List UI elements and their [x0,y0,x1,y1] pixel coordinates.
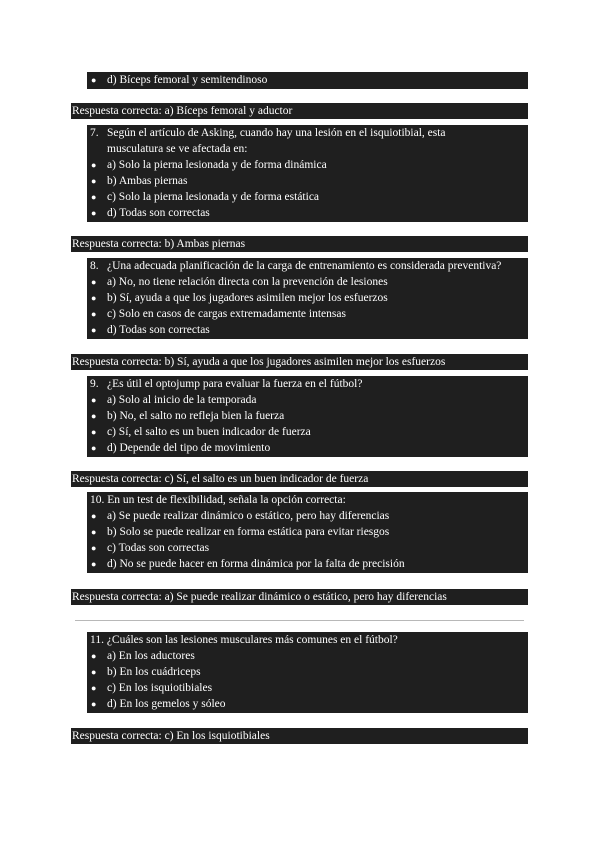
question-text: 10. En un test de flexibilidad, señala la opción correcta: [90,494,346,506]
question-10 [87,492,528,573]
answer-6: Respuesta correcta: a) Bíceps femoral y aductor [71,103,528,119]
bullet-icon: ● [91,527,97,537]
option-item: ● a) No, no tiene relación directa con la prevención de lesiones [91,276,388,288]
bullet-icon: ● [91,667,97,677]
bullet-icon: ● [91,511,97,521]
option-item: ● b) Sí, ayuda a que los jugadores asimilen mejor los esfuerzos [91,292,388,304]
question-7 [87,125,528,222]
option-item: ● a) Solo la pierna lesionada y de forma dinámica [91,159,327,171]
bullet-icon: ● [91,543,97,553]
bullet-icon: ● [91,325,97,335]
question-text: 11. ¿Cuáles son las lesiones musculares más comunes en el fútbol? [90,634,398,646]
option-item: ● a) Se puede realizar dinámico o estático, pero hay diferencias [91,510,390,522]
question-text: 7. Según el artículo de Asking, cuando hay una lesión en el isquiotibial, esta musculatura se ve afectada en: [90,127,446,155]
option-item: ● c) Todas son correctas [91,542,210,554]
bullet-icon: ● [91,559,97,569]
bullet-icon: ● [91,176,97,186]
option-item: ● d) Bíceps femoral y semitendinoso [91,74,268,86]
question-9 [87,376,528,457]
bullet-icon: ● [91,192,97,202]
answer-9: Respuesta correcta: c) Sí, el salto es un buen indicador de fuerza [71,471,528,487]
answer-7: Respuesta correcta: b) Ambas piernas [71,236,528,252]
option-item: ● c) Solo la pierna lesionada y de forma estática [91,191,320,203]
option-item: ● d) Todas son correctas [91,324,210,336]
bullet-icon: ● [91,160,97,170]
option-item: ● b) En los cuádriceps [91,666,201,678]
question-11 [87,632,528,713]
option-item: ● c) En los isquiotibiales [91,682,213,694]
bullet-icon: ● [91,208,97,218]
question-text: 9. ¿Es útil el optojump para evaluar la fuerza en el fútbol? [90,378,363,390]
option-item: ● d) Depende del tipo de movimiento [91,442,271,454]
option-item: ● d) En los gemelos y sóleo [91,698,226,710]
answer-8: Respuesta correcta: b) Sí, ayuda a que los jugadores asimilen mejor los esfuerzos [71,354,528,370]
option-item: ● c) Sí, el salto es un buen indicador de fuerza [91,426,311,438]
option-item: ● d) Todas son correctas [91,207,210,219]
answer-11: Respuesta correcta: c) En los isquiotibiales [71,728,528,744]
option-item: ● c) Solo en casos de cargas extremadamente intensas [91,308,346,320]
bullet-icon: ● [91,443,97,453]
question-8 [87,258,528,339]
option-item: ● b) Ambas piernas [91,175,188,187]
bullet-icon: ● [91,309,97,319]
question-6-options [87,72,528,89]
bullet-icon: ● [91,699,97,709]
bullet-icon: ● [91,411,97,421]
option-item: ● a) Solo al inicio de la temporada [91,394,257,406]
option-item: ● b) Solo se puede realizar en forma estática para evitar riesgos [91,526,390,538]
answer-10: Respuesta correcta: a) Se puede realizar dinámico o estático, pero hay diferencias [71,589,528,605]
bullet-icon: ● [91,395,97,405]
question-text: 8. ¿Una adecuada planificación de la carga de entrenamiento es considerada preventiva? [90,260,502,272]
bullet-icon: ● [91,683,97,693]
section-divider [75,620,524,621]
bullet-icon: ● [91,277,97,287]
bullet-icon: ● [91,651,97,661]
option-item: ● d) No se puede hacer en forma dinámica por la falta de precisión [91,558,405,570]
bullet-icon: ● [91,293,97,303]
option-item: ● a) En los aductores [91,650,195,662]
bullet-icon: ● [91,75,97,85]
option-item: ● b) No, el salto no refleja bien la fuerza [91,410,285,422]
bullet-icon: ● [91,427,97,437]
